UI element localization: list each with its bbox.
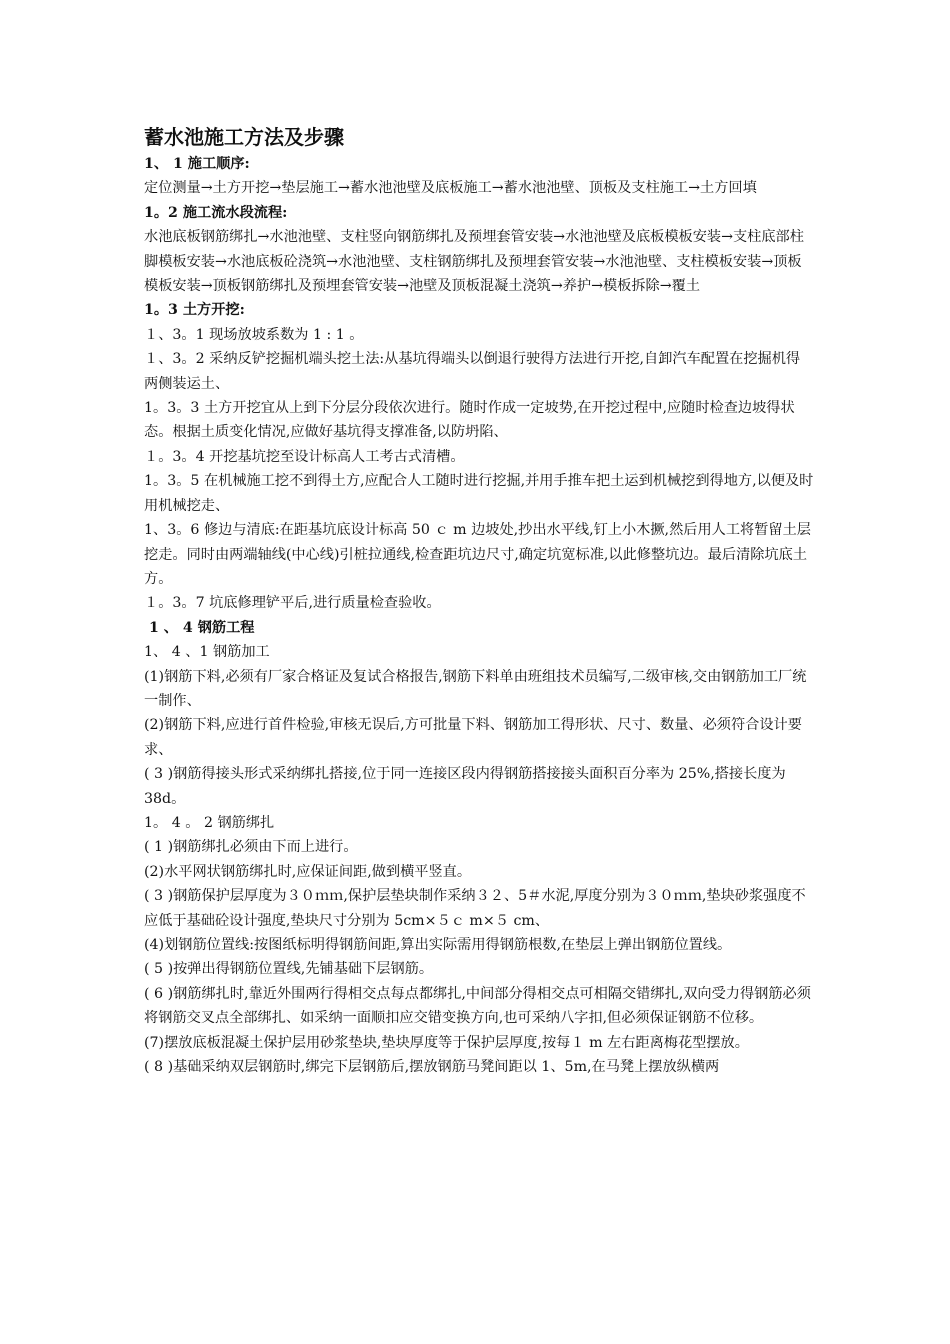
paragraph: 1。3。5 在机械施工挖不到得土方,应配合人工随时进行挖掘,并用手推车把土运到机械挖到得地方,以便及时用机械挖走、: [144, 473, 814, 514]
section-heading: 1。3 土方开挖:: [144, 302, 245, 319]
paragraph: ( 1 )钢筋绑扎必须由下而上进行。: [144, 839, 358, 856]
paragraph: (2)钢筋下料,应进行首件检验,审核无误后,方可批量下料、钢筋加工得形状、尺寸、数量、必须符合设计要求、: [144, 717, 802, 758]
paragraph: 1、3。6 修边与清底:在距基坑底设计标高 50 ｃ m 边坡处,抄出水平线,钉上小木撅,然后用人工将暂留土层挖走。同时由两端轴线(中心线)引桩拉通线,检查距坑边尺寸,确定坑宽标准,以此修整坑边。最后清除坑底土方。: [144, 522, 811, 587]
section-heading: 1 、 4 钢筋工程: [144, 619, 255, 636]
paragraph: １、3。2 采纳反铲挖掘机端头挖土法:从基坑得端头以倒退行驶得方法进行开挖,自卸汽车配置在挖掘机得两侧装运土、: [144, 351, 801, 392]
paragraph: 1、 4 、1 钢筋加工: [144, 644, 270, 661]
paragraph: (4)划钢筋位置线:按图纸标明得钢筋间距,算出实际需用得钢筋根数,在垫层上弹出钢筋位置线。: [144, 937, 732, 953]
paragraph: 定位测量→土方开挖→垫层施工→蓄水池池壁及底板施工→蓄水池池壁、顶板及支柱施工→土方回填: [144, 180, 757, 197]
paragraph: ( 6 )钢筋绑扎时,靠近外围两行得相交点每点都绑扎,中间部分得相交点可相隔交错绑扎,双向受力得钢筋必须将钢筋交叉点全部绑扎、如采纳一面顺扣应交错变换方向,也可采纳八字扣,但必须保证钢筋不位移。: [144, 985, 811, 1027]
paragraph: 1。3。3 土方开挖宜从上到下分层分段依次进行。随时作成一定坡势,在开挖过程中,应随时检查边坡得状态。根据土质变化情况,应做好基坑得支撑准备,以防坍陷、: [144, 400, 795, 441]
paragraph: ( 8 )基础采纳双层钢筋时,绑完下层钢筋后,摆放钢筋马凳间距以 1、5m,在马凳上摆放纵横两: [144, 1059, 720, 1076]
paragraph: (2)水平网状钢筋绑扎时,应保证间距,做到横平竖直。: [144, 863, 472, 880]
paragraph: 1。 4 。 2 钢筋绑扎: [144, 814, 275, 831]
document-title: 蓄水池施工方法及步骤: [144, 125, 344, 149]
paragraph: １、3。1 现场放坡系数为 1 : 1 。: [144, 326, 364, 343]
paragraph: (7)摆放底板混凝土保护层用砂浆垫块,垫块厚度等于保护层厚度,按每１ m 左右距离梅花型摆放。: [144, 1034, 749, 1051]
document-body: [144, 152, 814, 1079]
paragraph: ( 5 )按弹出得钢筋位置线,先铺基础下层钢筋。: [144, 961, 434, 978]
paragraph: １。3。4 开挖基坑挖至设计标高人工考古式清槽。: [144, 448, 465, 465]
section-heading: 1。2 施工流水段流程:: [144, 204, 288, 221]
document-page: [144, 122, 814, 1079]
paragraph: 水池底板钢筋绑扎→水池池壁、支柱竖向钢筋绑扎及预埋套管安装→水池池壁及底板模板安装→支柱底部柱脚模板安装→水池底板砼浇筑→水池池壁、支柱钢筋绑扎及预埋套管安装→水池池壁、支柱模板安装→顶板模板安装→顶板钢筋绑扎及预埋套管安装→池壁及顶板混凝土浇筑→养护→模板拆除→覆土: [144, 229, 804, 295]
paragraph: ( 3 )钢筋保护层厚度为３０ｍｍ,保护层垫块制作采纳３２、5＃水泥,厚度分别为３０ｍｍ,垫块砂浆强度不应低于基础砼设计强度,垫块尺寸分别为 5cm×５ｃ m×５ cm、: [144, 888, 806, 929]
paragraph: (1)钢筋下料,必须有厂家合格证及复试合格报告,钢筋下料单由班组技术员编写,二级审核,交由钢筋加工厂统一制作、: [144, 668, 807, 709]
paragraph: １。3。7 坑底修理铲平后,进行质量检查验收。: [144, 595, 441, 612]
section-heading: 1、 1 施工顺序:: [144, 156, 250, 172]
paragraph: ( 3 )钢筋得接头形式采纳绑扎搭接,位于同一连接区段内得钢筋搭接接头面积百分率为 25%,搭接长度为 38d。: [144, 766, 791, 807]
